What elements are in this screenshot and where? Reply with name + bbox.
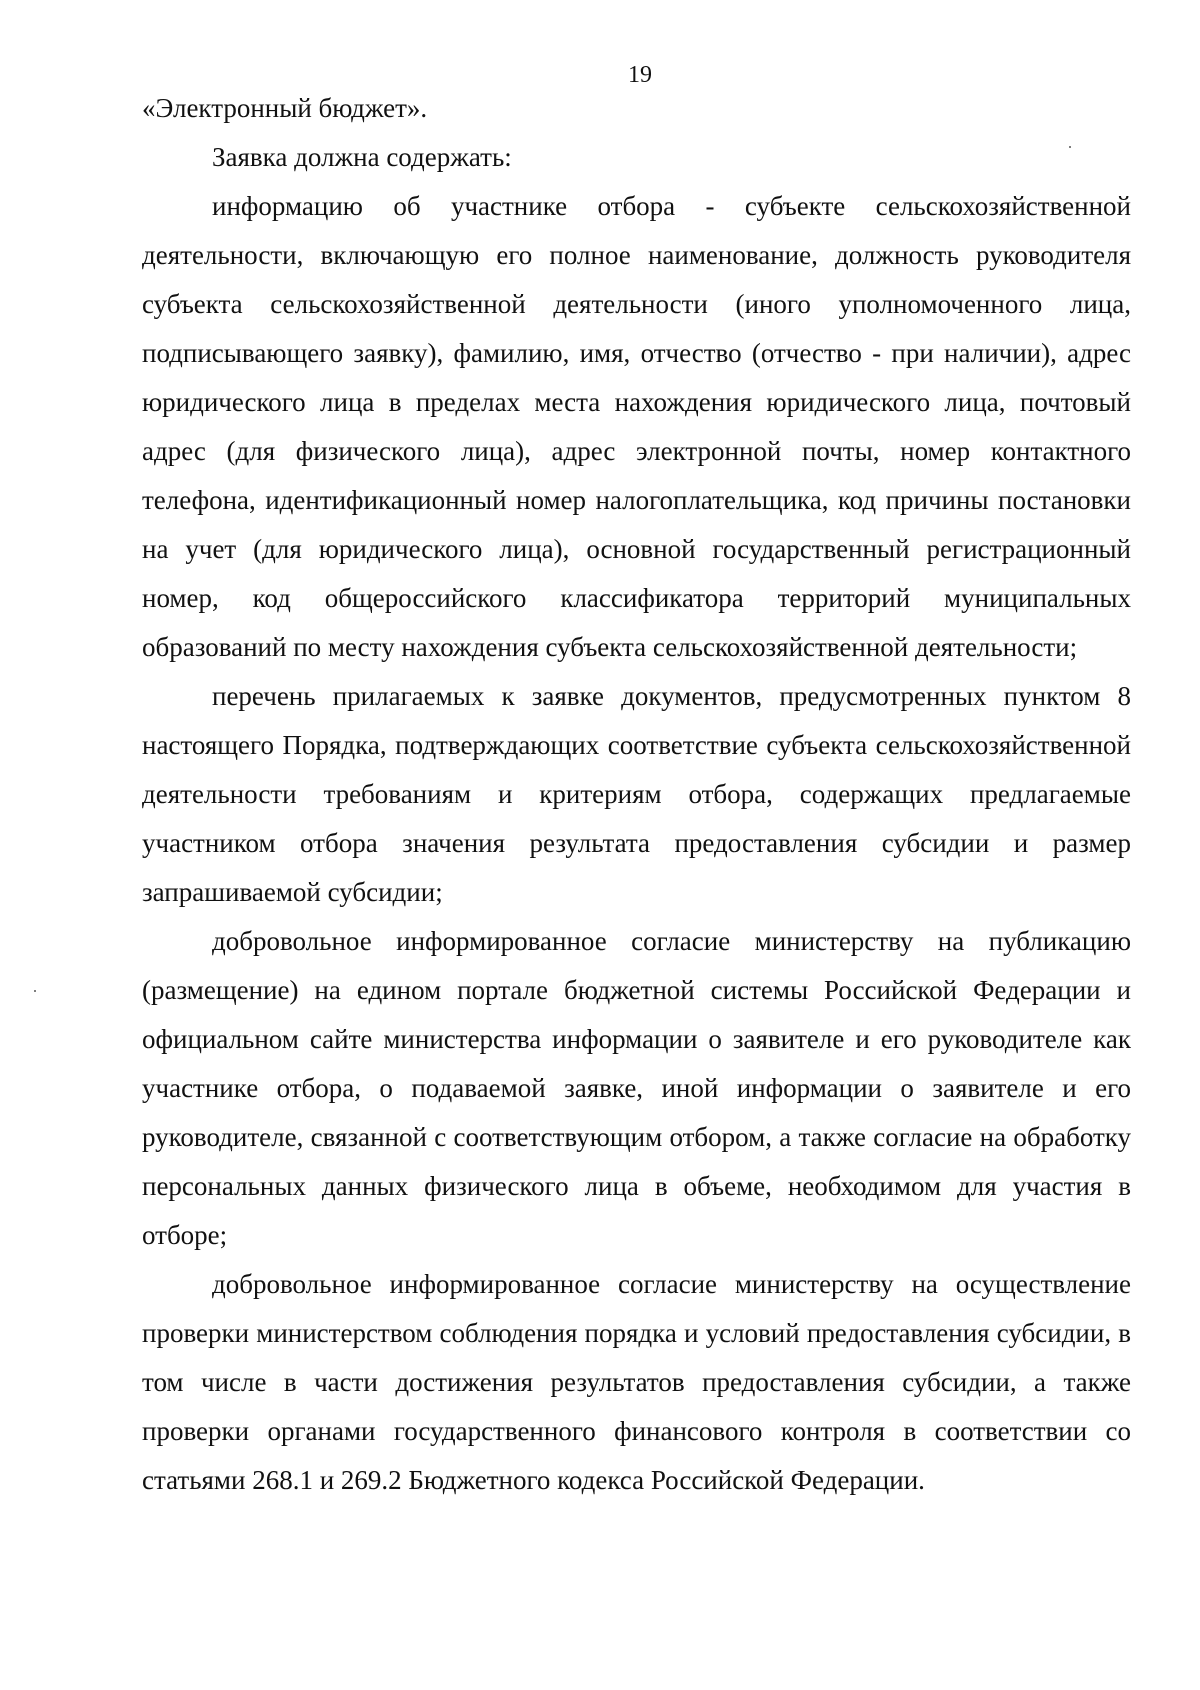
- scan-speck: [34, 990, 36, 992]
- paragraph-audit-consent: добровольное информированное согласие министерству на осуществление проверки министерством соблюдения порядка и условий предоставления субсидии, в том числе в части достижения результатов предоставления субсидии, а также проверки органами государственного финансового контроля в соответствии со статьями 268.1 и 269.2 Бюджетного кодекса Российской Федерации.: [142, 1269, 1131, 1495]
- paragraph-documents-list: перечень прилагаемых к заявке документов, предусмотренных пунктом 8 настоящего Порядка, подтверждающих соответствие субъекта сельскохозяйственной деятельности требованиям и критериям отбора, содержащих предлагаемые участником отбора значения результата предоставления субсидии и размер запрашиваемой субсидии;: [142, 681, 1131, 907]
- paragraph-publication-consent: добровольное информированное согласие министерству на публикацию (размещение) на едином портале бюджетной системы Российской Федерации и официальном сайте министерства информации о заявителе и его руководителе как участнике отбора, о подаваемой заявке, иной информации о заявителе и его руководителе, связанной с соответствующим отбором, а также согласие на обработку персональных данных физического лица в объеме, необходимом для участия в отборе;: [142, 926, 1131, 1250]
- paragraph-application-intro: Заявка должна содержать:: [212, 142, 512, 172]
- paragraph-continuation: «Электронный бюджет».: [142, 93, 428, 123]
- document-body: [142, 84, 1131, 1505]
- scan-speck: [1069, 146, 1071, 148]
- paragraph-participant-info: информацию об участнике отбора - субъекте сельскохозяйственной деятельности, включающую его полное наименование, должность руководителя субъекта сельскохозяйственной деятельности (иного уполномоченного лица, подписывающего заявку), фамилию, имя, отчество (отчество - при наличии), адрес юридического лица в пределах места нахождения юридического лица, почтовый адрес (для физического лица), адрес электронной почты, номер контактного телефона, идентификационный номер налогоплательщика, код причины постановки на учет (для юридического лица), основной государственный регистрационный номер, код общероссийского классификатора территорий муниципальных образований по месту нахождения субъекта сельскохозяйственной деятельности;: [142, 191, 1131, 662]
- page-number: 19: [628, 62, 652, 88]
